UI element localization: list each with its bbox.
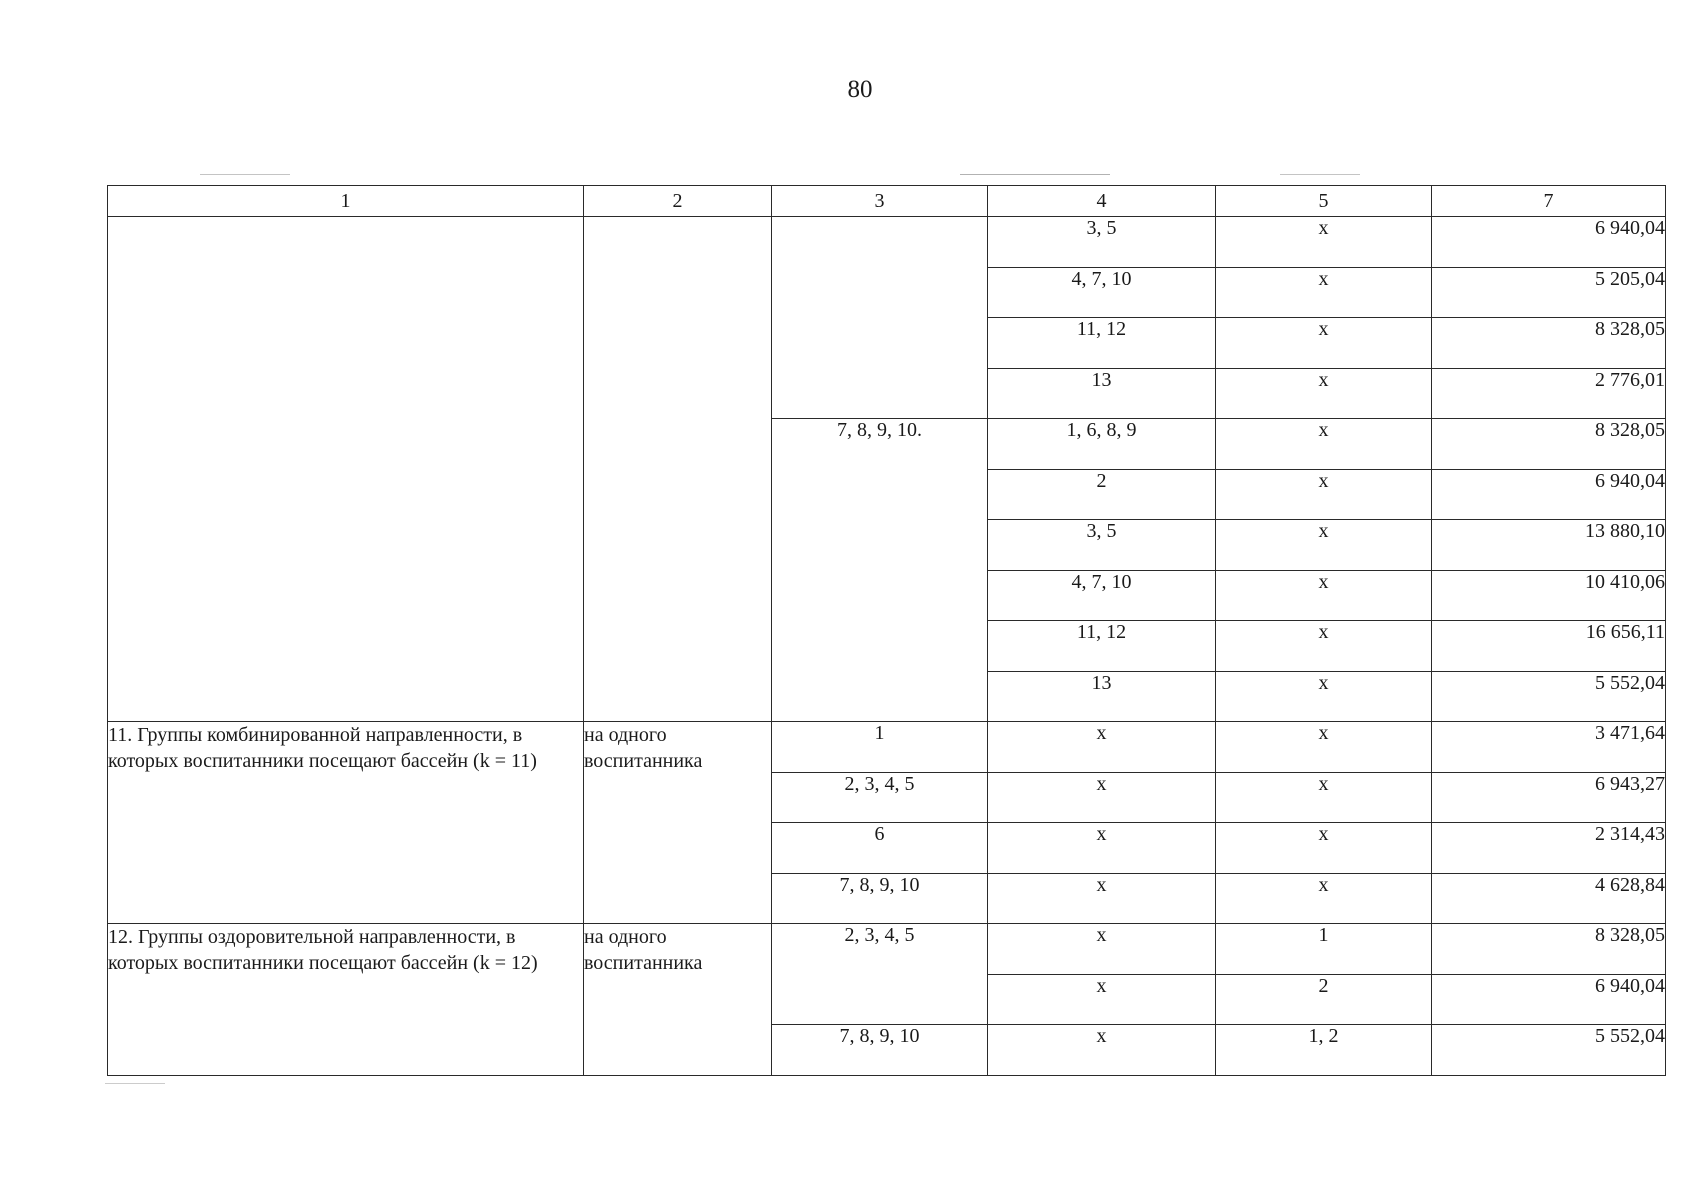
cont-col1-cell bbox=[108, 217, 584, 722]
cell-col4: x bbox=[988, 974, 1216, 1025]
cell-col4: 4, 7, 10 bbox=[988, 570, 1216, 621]
cell-col5: x bbox=[1216, 217, 1432, 268]
cell-col7: 4 628,84 bbox=[1432, 873, 1666, 924]
cell-col3: 2, 3, 4, 5 bbox=[772, 772, 988, 823]
cell-col4: 2 bbox=[988, 469, 1216, 520]
header-col-4: 4 bbox=[988, 186, 1216, 217]
section11-unit: на одного воспитанника bbox=[584, 722, 772, 924]
cell-col4: 1, 6, 8, 9 bbox=[988, 419, 1216, 470]
cell-col7: 8 328,05 bbox=[1432, 318, 1666, 369]
cell-col4: 11, 12 bbox=[988, 318, 1216, 369]
cell-col3: 7, 8, 9, 10 bbox=[772, 873, 988, 924]
page-number: 80 bbox=[847, 76, 873, 103]
cell-col4: x bbox=[988, 772, 1216, 823]
cell-col5: x bbox=[1216, 823, 1432, 874]
cell-col5: x bbox=[1216, 671, 1432, 722]
cell-col7: 10 410,06 bbox=[1432, 570, 1666, 621]
table-row bbox=[108, 217, 1666, 268]
cell-col7: 16 656,11 bbox=[1432, 621, 1666, 672]
table-header bbox=[108, 186, 1666, 217]
cell-col5: x bbox=[1216, 419, 1432, 470]
cell-col7: 2 776,01 bbox=[1432, 368, 1666, 419]
table-row bbox=[108, 722, 1666, 773]
cell-col4: 4, 7, 10 bbox=[988, 267, 1216, 318]
cell-col7: 2 314,43 bbox=[1432, 823, 1666, 874]
tariff-table bbox=[107, 185, 1666, 1076]
cell-col4: x bbox=[988, 1025, 1216, 1076]
cell-col5: 1 bbox=[1216, 924, 1432, 975]
header-col-7: 7 bbox=[1432, 186, 1666, 217]
section11-title: 11. Группы комбинированной направленности, в которых воспитанники посещают бассейн (k = 11) bbox=[108, 722, 584, 924]
cell-col3: 2, 3, 4, 5 bbox=[772, 924, 988, 1025]
cell-col4: 13 bbox=[988, 671, 1216, 722]
scan-artifact bbox=[200, 174, 290, 175]
cell-col3: 6 bbox=[772, 823, 988, 874]
cell-col4: 13 bbox=[988, 368, 1216, 419]
cell-col4: 3, 5 bbox=[988, 217, 1216, 268]
cell-col7: 5 552,04 bbox=[1432, 1025, 1666, 1076]
scan-artifact bbox=[1280, 174, 1360, 175]
cell-col3: 7, 8, 9, 10 bbox=[772, 1025, 988, 1076]
cell-col7: 8 328,05 bbox=[1432, 419, 1666, 470]
cell-col7: 6 943,27 bbox=[1432, 772, 1666, 823]
scan-artifact bbox=[105, 1083, 165, 1084]
table-body bbox=[108, 217, 1666, 1076]
cell-col7: 8 328,05 bbox=[1432, 924, 1666, 975]
cell-col4: x bbox=[988, 924, 1216, 975]
cell-col7: 5 552,04 bbox=[1432, 671, 1666, 722]
cell-col5: 1, 2 bbox=[1216, 1025, 1432, 1076]
cell-col4: 3, 5 bbox=[988, 520, 1216, 571]
section12-unit: на одного воспитанника bbox=[584, 924, 772, 1076]
header-col-1: 1 bbox=[108, 186, 584, 217]
cont-col3-cell-b: 7, 8, 9, 10. bbox=[772, 419, 988, 722]
header-row bbox=[108, 186, 1666, 217]
cell-col3: 1 bbox=[772, 722, 988, 773]
cell-col5: x bbox=[1216, 772, 1432, 823]
cell-col5: x bbox=[1216, 368, 1432, 419]
cont-col3-cell-a bbox=[772, 217, 988, 419]
header-col-5: 5 bbox=[1216, 186, 1432, 217]
cell-col4: x bbox=[988, 722, 1216, 773]
header-col-2: 2 bbox=[584, 186, 772, 217]
cell-col7: 5 205,04 bbox=[1432, 267, 1666, 318]
cell-col7: 6 940,04 bbox=[1432, 974, 1666, 1025]
cell-col5: x bbox=[1216, 318, 1432, 369]
table-row bbox=[108, 924, 1666, 975]
header-col-3: 3 bbox=[772, 186, 988, 217]
cell-col7: 3 471,64 bbox=[1432, 722, 1666, 773]
cell-col7: 6 940,04 bbox=[1432, 469, 1666, 520]
cell-col5: x bbox=[1216, 520, 1432, 571]
section12-title: 12. Группы оздоровительной направленности, в которых воспитанники посещают бассейн (k = 12) bbox=[108, 924, 584, 1076]
cont-col2-cell bbox=[584, 217, 772, 722]
cell-col7: 6 940,04 bbox=[1432, 217, 1666, 268]
cell-col5: x bbox=[1216, 469, 1432, 520]
cell-col5: 2 bbox=[1216, 974, 1432, 1025]
cell-col7: 13 880,10 bbox=[1432, 520, 1666, 571]
cell-col5: x bbox=[1216, 570, 1432, 621]
scan-artifact bbox=[960, 174, 1110, 175]
cell-col5: x bbox=[1216, 267, 1432, 318]
cell-col4: x bbox=[988, 873, 1216, 924]
cell-col5: x bbox=[1216, 621, 1432, 672]
cell-col5: x bbox=[1216, 873, 1432, 924]
cell-col4: 11, 12 bbox=[988, 621, 1216, 672]
cell-col4: x bbox=[988, 823, 1216, 874]
cell-col5: x bbox=[1216, 722, 1432, 773]
